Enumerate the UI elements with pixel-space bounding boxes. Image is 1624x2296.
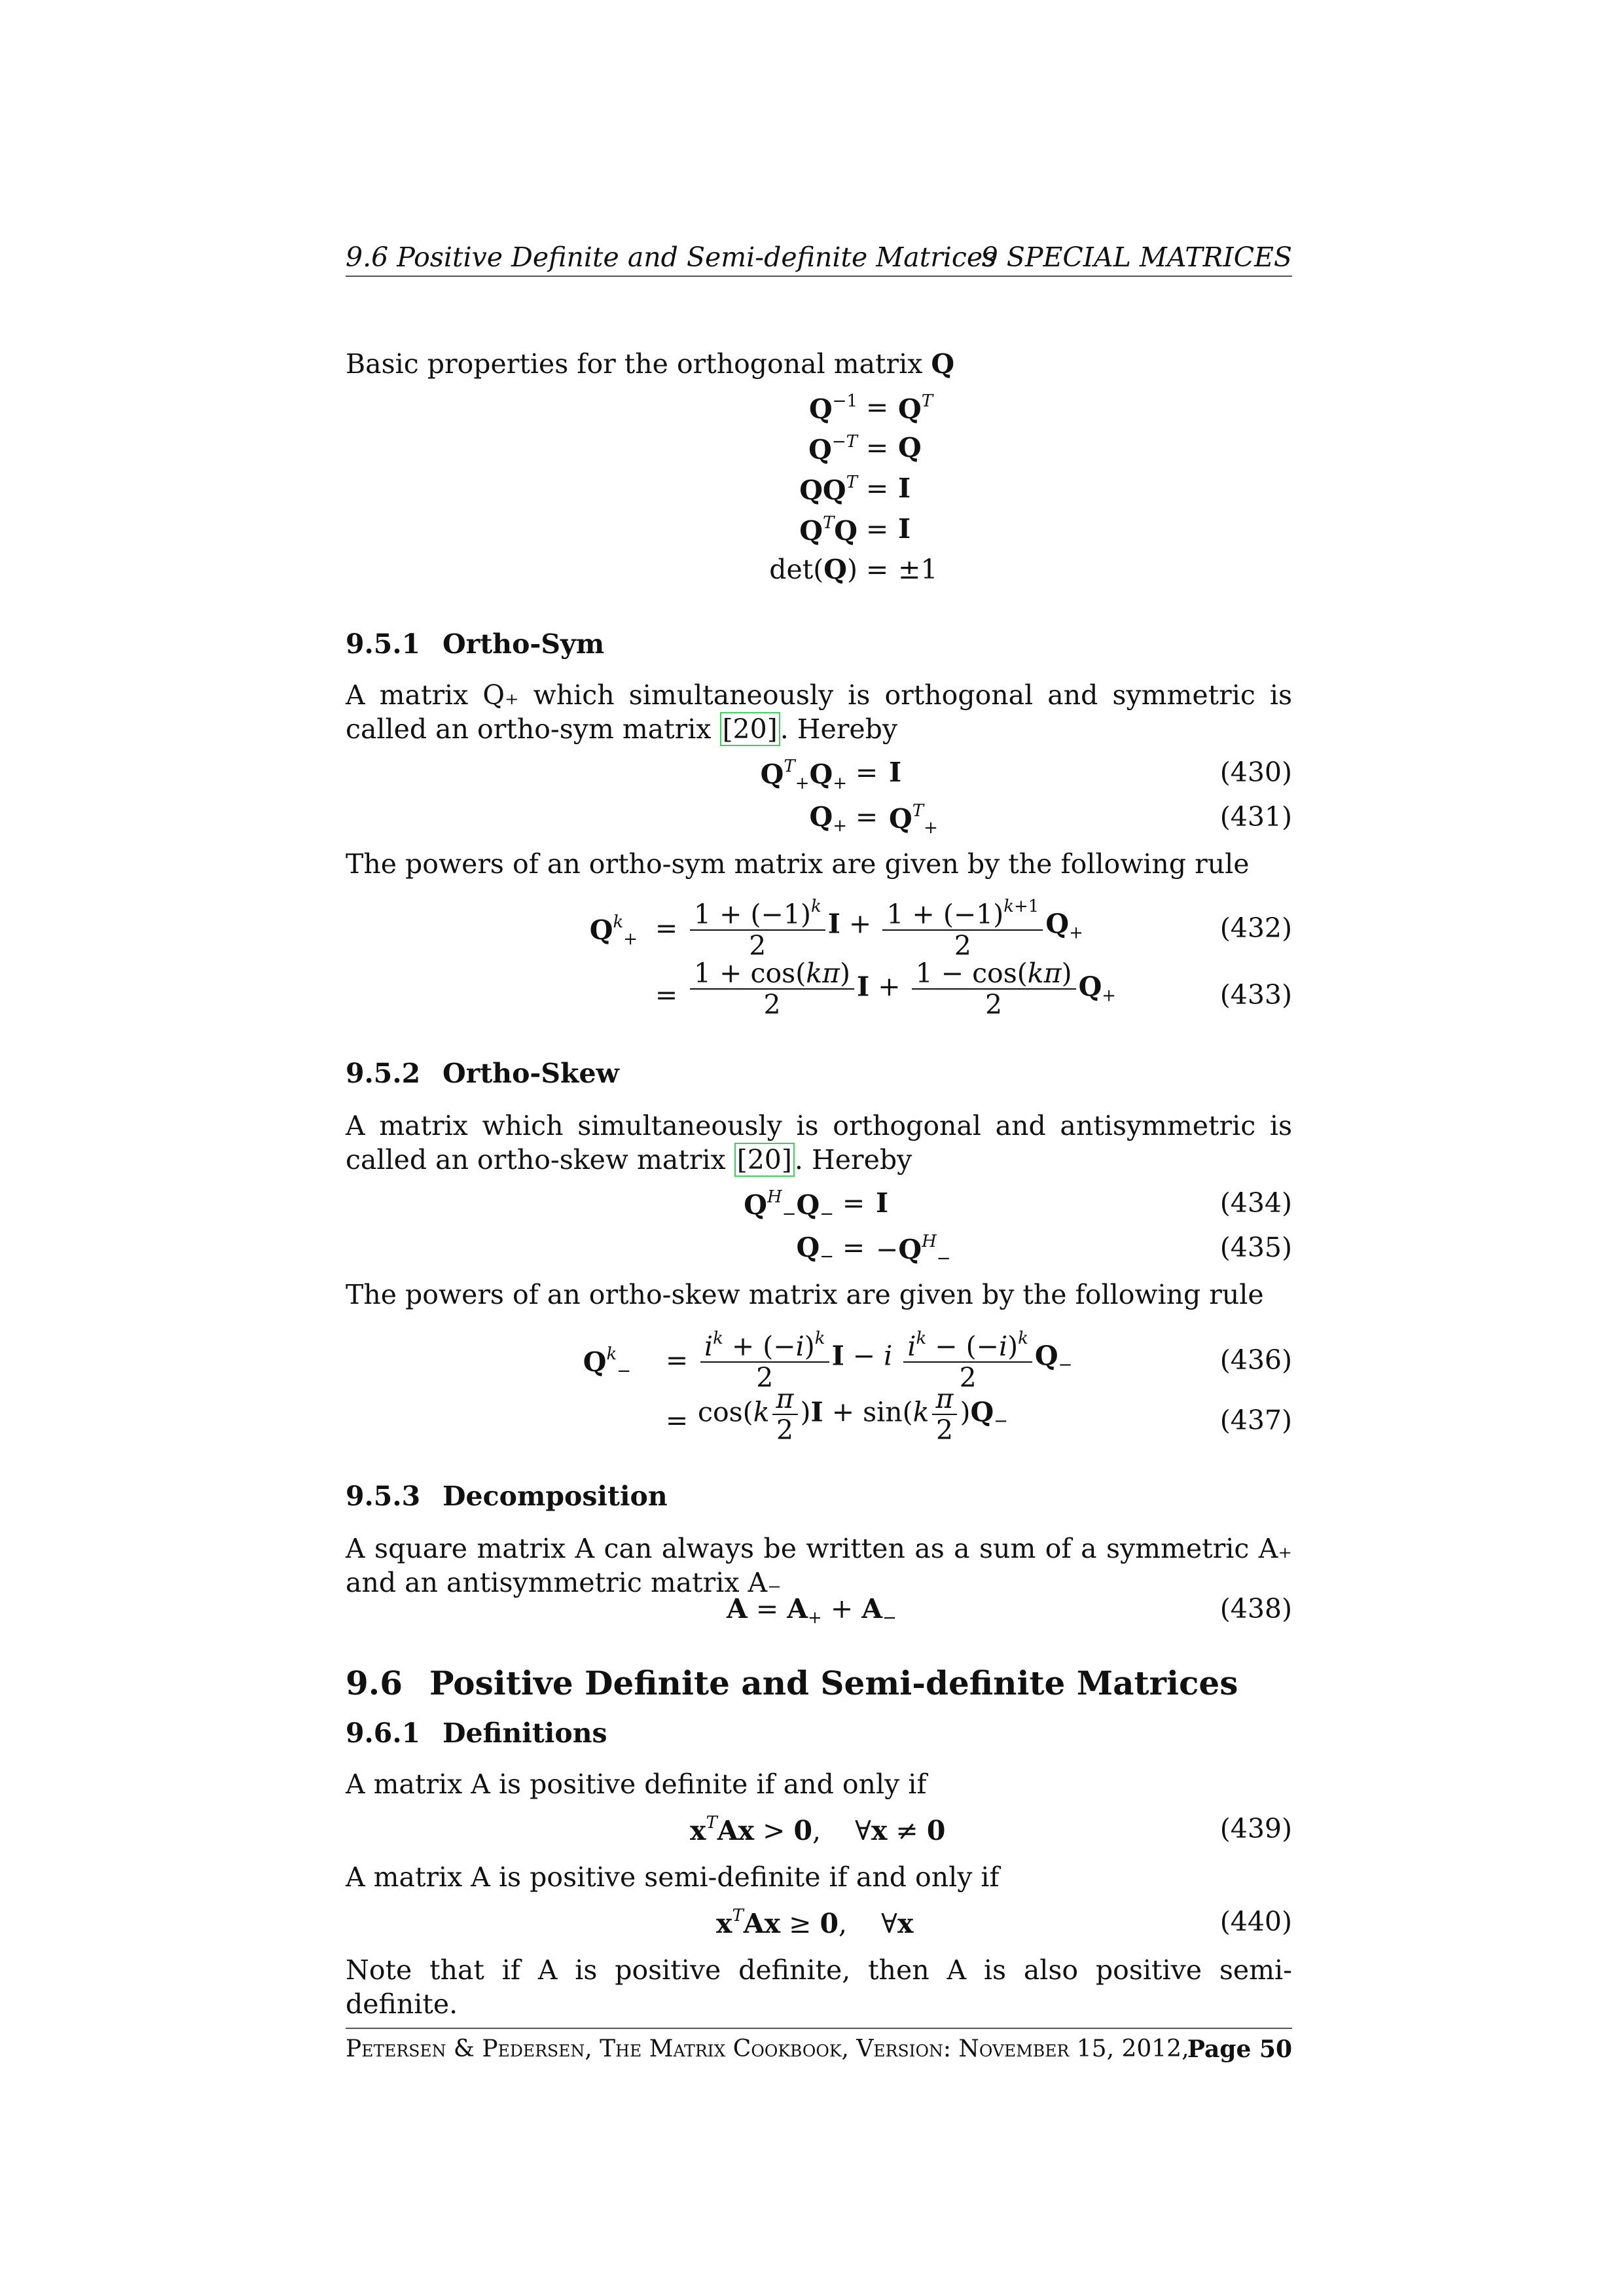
- prop-rhs-4: I: [898, 513, 911, 545]
- eq431-lhs: $Q_+$: [809, 801, 847, 836]
- ortho-skew-text: A matrix which simultaneously is orthogonal and antisymmetric is called an ortho-skew matrix: [346, 1110, 1292, 1175]
- eq438-number: (438): [1219, 1593, 1292, 1624]
- eq436-number: (436): [1219, 1344, 1292, 1376]
- heading-9-5-3: [346, 1480, 668, 1512]
- page-number: Page 50: [1187, 2036, 1292, 2063]
- ortho-skew-powers-text: The powers of an ortho-skew matrix are given by the following rule: [346, 1279, 1264, 1310]
- eq435-number: (435): [1219, 1232, 1292, 1263]
- heading-number: 9.6.1: [346, 1717, 421, 1749]
- positive-definite-text: A matrix A is positive definite if and only if: [346, 1768, 927, 1800]
- ortho-skew-paragraph: [346, 1109, 1292, 1177]
- citation-link[interactable]: [20]: [720, 712, 780, 746]
- note-text: Note that if A is positive definite, then A is also positive semi-definite.: [346, 1954, 1292, 2020]
- document-page: [346, 0, 1292, 2296]
- eq438: $A = A_+ + A_-$: [727, 1593, 897, 1628]
- eq431-rel: =: [855, 801, 878, 833]
- prop-rhs-2: Q: [898, 432, 922, 463]
- citation-link[interactable]: [20]: [734, 1143, 795, 1177]
- heading-title: Ortho-Skew: [442, 1058, 619, 1089]
- eq434-lhs: $Q^H_-Q_-$: [744, 1187, 834, 1224]
- eq433-number: (433): [1219, 979, 1292, 1011]
- eq432-rel: =: [655, 912, 678, 944]
- eq431-number: (431): [1219, 801, 1292, 833]
- eq439: $x^TAx > 0$, ∀x ≠ 0: [690, 1813, 946, 1846]
- prop-rhs-1: $Q^T$: [898, 391, 933, 425]
- intro-paragraph: Basic properties for the orthogonal matrix Q: [346, 348, 955, 380]
- prop-lhs-5: det(Q): [769, 554, 857, 585]
- header-left: 9.6 Positive Definite and Semi-definite Matrices: [346, 242, 997, 273]
- prop-lhs-2: $Q^{-T}$: [808, 432, 857, 465]
- eq440-number: (440): [1219, 1906, 1292, 1937]
- prop-lhs-3: $QQ^T$: [799, 473, 857, 506]
- ortho-sym-text-end: . Hereby: [780, 713, 898, 745]
- eq434-rhs: I: [876, 1187, 889, 1219]
- prop-rhs-5: ±1: [898, 554, 938, 585]
- header-right: 9 SPECIAL MATRICES: [981, 242, 1292, 273]
- eq430-number: (430): [1219, 757, 1292, 788]
- ortho-sym-text: A matrix Q₊ which simultaneously is orthogonal and symmetric is called an ortho-sym matrix: [346, 679, 1292, 745]
- eq437-rhs: cos(k $\frac{\pi}{2}$ )I + sin(k $\frac{\pi}{2}$ )$Q_-$: [698, 1383, 1008, 1446]
- eq436-lhs: $Q^k_-$: [583, 1344, 631, 1381]
- eq437-rel: =: [665, 1405, 689, 1436]
- eq435-rel: =: [842, 1232, 865, 1263]
- eq432-lhs: $Q^k_+$: [589, 912, 638, 949]
- heading-9-5-1: [346, 628, 604, 660]
- page-footer: [346, 2028, 1292, 2062]
- eq432-number: (432): [1219, 912, 1292, 944]
- decomposition-paragraph: A square matrix A can always be written as a sum of a symmetric A₊ and an antisymmetric matrix A₋: [346, 1533, 1292, 1598]
- eq436-rel: =: [665, 1344, 689, 1376]
- eq430-rel: =: [855, 757, 878, 788]
- prop-rel-3: =: [865, 473, 889, 504]
- eq432-rhs: $\frac{1 + (-1)^k}{2}$ I + $\frac{1 + (-1)^{k+1}}{2}$ $Q_+$: [687, 891, 1083, 961]
- heading-number: 9.5.1: [346, 628, 421, 660]
- prop-rel-5: =: [865, 554, 889, 585]
- eq433-rhs: $\frac{1 + \cos(k\pi)}{2}$ I + $\frac{1 - \cos(k\pi)}{2}$ $Q_+$: [687, 958, 1116, 1020]
- eq431-rhs: $Q^T_+$: [889, 801, 938, 838]
- ortho-sym-paragraph: [346, 678, 1292, 746]
- heading-title: Decomposition: [442, 1480, 668, 1512]
- eq430-rhs: I: [889, 757, 902, 788]
- ortho-sym-powers-text: The powers of an ortho-sym matrix are given by the following rule: [346, 848, 1250, 880]
- prop-rel-2: =: [865, 432, 889, 463]
- eq433-rel: =: [655, 979, 678, 1011]
- heading-number: 9.5.3: [346, 1480, 421, 1512]
- ortho-skew-text-end: . Hereby: [794, 1144, 912, 1175]
- footer-text: Petersen & Pedersen, The Matrix Cookbook, Version: November 15, 2012,: [346, 2036, 1189, 2062]
- prop-lhs-1: $Q^{-1}$: [808, 391, 857, 425]
- prop-lhs-4: $Q^TQ$: [799, 513, 857, 547]
- eq435-rhs: $-Q^H_-$: [876, 1232, 951, 1268]
- positive-semidefinite-text: A matrix A is positive semi-definite if and only if: [346, 1861, 1000, 1893]
- prop-rel-1: =: [865, 391, 889, 423]
- running-header: [346, 239, 1292, 277]
- intro-text: Basic properties for the orthogonal matrix: [346, 348, 923, 380]
- heading-number: 9.6: [346, 1664, 403, 1702]
- prop-rhs-3: I: [898, 473, 911, 504]
- heading-title: Positive Definite and Semi-definite Matrices: [429, 1664, 1238, 1702]
- heading-title: Definitions: [442, 1717, 607, 1749]
- heading-title: Ortho-Sym: [442, 628, 605, 660]
- eq440: $x^TAx \ge 0$, ∀x: [716, 1906, 914, 1939]
- heading-number: 9.5.2: [346, 1058, 421, 1089]
- eq434-number: (434): [1219, 1187, 1292, 1219]
- eq430-lhs: $Q^T_+Q_+$: [760, 757, 847, 793]
- eq434-rel: =: [842, 1187, 865, 1219]
- heading-9-6: [346, 1664, 1238, 1702]
- eq436-rhs: $\frac{i^k + (-i)^k}{2}$ I − i $\frac{i^k - (-i)^k}{2}$ $Q_-$: [698, 1323, 1072, 1393]
- heading-9-6-1: [346, 1717, 607, 1749]
- eq437-number: (437): [1219, 1405, 1292, 1436]
- heading-9-5-2: [346, 1058, 619, 1089]
- eq439-number: (439): [1219, 1813, 1292, 1844]
- eq435-lhs: $Q_-$: [796, 1232, 834, 1266]
- prop-rel-4: =: [865, 513, 889, 545]
